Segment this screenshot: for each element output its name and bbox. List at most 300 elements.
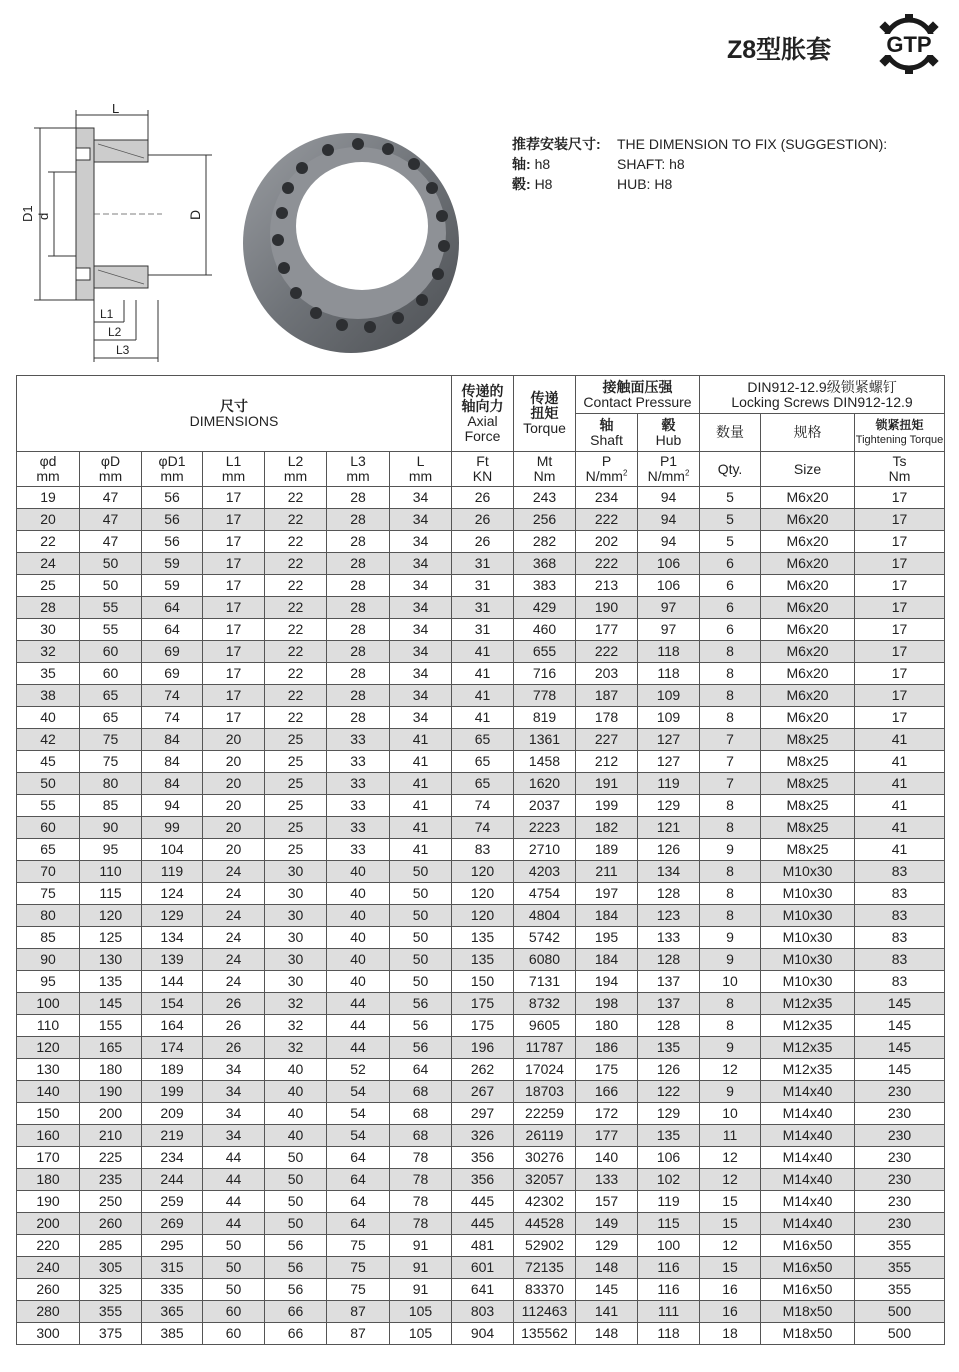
table-cell: 15 [700,1213,761,1235]
table-cell: M6x20 [761,663,855,685]
table-cell: 778 [514,685,576,707]
table-cell: 99 [142,817,203,839]
table-cell: 50 [265,1213,327,1235]
table-cell: 235 [80,1169,142,1191]
table-cell: 9605 [514,1015,576,1037]
table-cell: 65 [80,685,142,707]
table-cell: M14x40 [761,1147,855,1169]
table-cell: 34 [203,1125,265,1147]
table-cell: 78 [390,1147,452,1169]
spec-table [16,375,945,1345]
table-cell: 68 [390,1103,452,1125]
table-cell: 199 [142,1081,203,1103]
table-body [17,487,945,1345]
table-cell: 190 [80,1081,142,1103]
table-cell: 28 [327,619,390,641]
table-cell: 31 [452,619,514,641]
table-cell: 33 [327,729,390,751]
table-cell: M6x20 [761,619,855,641]
table-cell: 50 [203,1257,265,1279]
table-cell: 60 [17,817,80,839]
table-cell: 54 [327,1103,390,1125]
table-cell: 295 [142,1235,203,1257]
table-cell: 282 [514,531,576,553]
table-cell: 19 [17,487,80,509]
gtp-logo [872,14,946,74]
table-cell: 17 [855,575,945,597]
table-cell: 8 [700,883,761,905]
table-row [17,1169,945,1191]
table-cell: 365 [142,1301,203,1323]
table-cell: 75 [327,1257,390,1279]
table-cell: 6 [700,597,761,619]
table-cell: 106 [638,1147,700,1169]
table-cell: 32 [265,993,327,1015]
table-row [17,707,945,729]
table-cell: 110 [17,1015,80,1037]
torque-header [514,376,576,452]
table-cell: 100 [17,993,80,1015]
table-cell: 189 [576,839,638,861]
table-cell: 4754 [514,883,576,905]
table-cell: 199 [576,795,638,817]
table-cell: 44528 [514,1213,576,1235]
table-cell: 25 [265,839,327,861]
table-row [17,619,945,641]
table-cell: 135 [638,1037,700,1059]
table-cell: 28 [327,531,390,553]
contact-pressure-zh: 接触面压强 [602,378,673,395]
table-cell: 32 [265,1015,327,1037]
dimensions-header [17,376,452,452]
table-cell: 22 [265,597,327,619]
table-cell: M16x50 [761,1235,855,1257]
table-cell: 56 [265,1279,327,1301]
table-cell: 6 [700,619,761,641]
table-cell: 87 [327,1323,390,1345]
table-row [17,531,945,553]
table-cell: 305 [80,1257,142,1279]
table-cell: 8 [700,905,761,927]
table-cell: M6x20 [761,707,855,729]
table-cell: 8 [700,641,761,663]
table-cell: 34 [390,707,452,729]
table-cell: 40 [327,883,390,905]
table-cell: 41 [390,839,452,861]
table-cell: M10x30 [761,949,855,971]
qty-header-zh: 数量 [700,414,761,452]
table-cell: 18 [700,1323,761,1345]
table-cell: 25 [265,729,327,751]
table-cell: 94 [638,531,700,553]
table-row [17,1191,945,1213]
table-cell: 130 [17,1059,80,1081]
table-cell: 44 [327,993,390,1015]
table-cell: 30 [265,861,327,883]
unit-Mt: Mt Nm [514,452,576,487]
table-cell: 50 [265,1147,327,1169]
table-cell: 83 [855,971,945,993]
table-cell: 85 [17,927,80,949]
table-cell: 234 [142,1147,203,1169]
table-cell: 34 [203,1103,265,1125]
table-cell: 17 [855,707,945,729]
table-cell: 196 [452,1037,514,1059]
label-D1: D1 [20,205,35,222]
table-cell: 200 [80,1103,142,1125]
table-cell: 25 [265,817,327,839]
table-cell: 5 [700,509,761,531]
table-cell: 500 [855,1323,945,1345]
table-cell: 259 [142,1191,203,1213]
table-cell: 74 [452,817,514,839]
table-cell: M12x35 [761,1015,855,1037]
table-cell: 222 [576,641,638,663]
table-cell: 20 [203,839,265,861]
table-cell: 50 [390,883,452,905]
table-cell: 38 [17,685,80,707]
label-L: L [112,101,120,116]
dimensions-header-zh: 尺寸 [220,397,248,414]
torque-zh1: 传递 [530,390,559,406]
table-cell: 34 [390,663,452,685]
table-cell: 280 [17,1301,80,1323]
table-cell: 78 [390,1191,452,1213]
table-cell: 135 [452,927,514,949]
table-cell: 134 [142,927,203,949]
table-cell: 119 [638,1191,700,1213]
table-cell: 26 [203,993,265,1015]
technical-drawing [12,100,222,375]
table-cell: 50 [265,1191,327,1213]
table-cell: 94 [142,795,203,817]
table-cell: 30276 [514,1147,576,1169]
table-cell: M6x20 [761,531,855,553]
table-cell: 175 [452,1015,514,1037]
table-cell: 121 [638,817,700,839]
table-cell: 149 [576,1213,638,1235]
table-cell: 17 [203,531,265,553]
table-row [17,905,945,927]
install-shaft-zh: 轴: [512,156,531,172]
table-cell: 120 [452,883,514,905]
table-cell: 174 [142,1037,203,1059]
install-hub-row [512,174,673,194]
table-cell: 9 [700,949,761,971]
table-cell: 133 [576,1169,638,1191]
table-cell: 8 [700,707,761,729]
table-cell: 91 [390,1257,452,1279]
table-cell: 250 [80,1191,142,1213]
table-cell: 97 [638,597,700,619]
table-cell: 34 [390,619,452,641]
table-cell: 164 [142,1015,203,1037]
table-cell: 203 [576,663,638,685]
size-header-zh: 规格 [761,414,855,452]
unit-P: P $N/mm^2$ [576,452,638,487]
table-cell: 31 [452,553,514,575]
table-cell: 20 [203,751,265,773]
table-cell: 42302 [514,1191,576,1213]
table-cell: 227 [576,729,638,751]
table-cell: 22 [265,553,327,575]
table-cell: 83 [855,905,945,927]
table-cell: M14x40 [761,1125,855,1147]
table-cell: M10x30 [761,905,855,927]
table-cell: 17 [203,619,265,641]
table-cell: 123 [638,905,700,927]
table-cell: 22 [265,509,327,531]
table-cell: 129 [142,905,203,927]
table-cell: 91 [390,1235,452,1257]
table-cell: 126 [638,839,700,861]
table-row [17,839,945,861]
table-cell: 26 [203,1037,265,1059]
table-cell: 41 [855,817,945,839]
table-cell: 41 [452,663,514,685]
table-cell: 803 [452,1301,514,1323]
table-cell: M8x25 [761,751,855,773]
table-cell: 262 [452,1059,514,1081]
table-cell: 4804 [514,905,576,927]
table-cell: 116 [638,1279,700,1301]
table-cell: 222 [576,553,638,575]
table-cell: 97 [638,619,700,641]
table-cell: 166 [576,1081,638,1103]
table-cell: 285 [80,1235,142,1257]
table-cell: 209 [142,1103,203,1125]
table-cell: 40 [327,949,390,971]
table-cell: 15 [700,1191,761,1213]
table-cell: 213 [576,575,638,597]
table-cell: 177 [576,1125,638,1147]
table-cell: 144 [142,971,203,993]
table-cell: 68 [390,1125,452,1147]
table-cell: 20 [203,795,265,817]
table-cell: 78 [390,1169,452,1191]
table-cell: 16 [700,1301,761,1323]
table-row [17,487,945,509]
table-cell: 41 [452,707,514,729]
table-cell: 50 [390,905,452,927]
table-cell: 269 [142,1213,203,1235]
table-cell: 118 [638,663,700,685]
dimensions-header-en: DIMENSIONS [189,412,279,429]
contact-pressure-en: Contact Pressure [583,393,692,410]
table-cell: 84 [142,751,203,773]
table-cell: 145 [855,1059,945,1081]
table-cell: 22 [265,531,327,553]
table-row [17,663,945,685]
install-dimensions [512,134,888,194]
table-cell: 65 [452,729,514,751]
table-cell: 172 [576,1103,638,1125]
tightening-torque-en: Tightening Torque [855,433,944,446]
table-cell: 118 [638,641,700,663]
table-cell: 2710 [514,839,576,861]
table-cell: 64 [327,1213,390,1235]
axial-force-en1: Axial [467,412,498,429]
table-cell: 33 [327,751,390,773]
table-cell: 8 [700,663,761,685]
table-cell: 1458 [514,751,576,773]
table-cell: 26119 [514,1125,576,1147]
table-cell: 69 [142,641,203,663]
table-row [17,795,945,817]
table-cell: 34 [390,553,452,575]
table-cell: 120 [452,861,514,883]
table-cell: 106 [638,575,700,597]
table-cell: 32057 [514,1169,576,1191]
table-cell: 35 [17,663,80,685]
table-cell: 297 [452,1103,514,1125]
table-cell: 83 [855,949,945,971]
table-cell: 356 [452,1169,514,1191]
table-cell: M6x20 [761,575,855,597]
label-L2: L2 [108,325,122,339]
table-cell: 150 [452,971,514,993]
table-row [17,751,945,773]
table-cell: 22 [265,663,327,685]
table-cell: 50 [203,1235,265,1257]
table-cell: 56 [390,1015,452,1037]
table-cell: M6x20 [761,509,855,531]
table-cell: 40 [265,1125,327,1147]
table-cell: 127 [638,751,700,773]
table-cell: 145 [855,993,945,1015]
table-cell: 34 [203,1081,265,1103]
table-cell: 40 [327,861,390,883]
table-row [17,641,945,663]
table-cell: 83 [855,883,945,905]
table-cell: M12x35 [761,1037,855,1059]
table-cell: 230 [855,1147,945,1169]
install-heading-row [512,134,888,154]
table-cell: 17 [203,641,265,663]
table-cell: 141 [576,1301,638,1323]
table-cell: 20 [17,509,80,531]
table-cell: 8 [700,817,761,839]
unit-size: Size [761,452,855,487]
table-cell: 300 [17,1323,80,1345]
table-cell: 368 [514,553,576,575]
table-cell: M6x20 [761,641,855,663]
table-cell: 22 [17,531,80,553]
table-cell: M18x50 [761,1301,855,1323]
table-cell: 135 [452,949,514,971]
shaft-header-zh: 轴 [599,416,614,433]
table-cell: 56 [265,1235,327,1257]
table-cell: 8 [700,1015,761,1037]
table-cell: 94 [638,509,700,531]
table-row [17,575,945,597]
unit-D1: φD1 mm [142,452,203,487]
table-cell: 59 [142,553,203,575]
table-row [17,1301,945,1323]
table-cell: 90 [17,949,80,971]
table-cell: 118 [638,1323,700,1345]
hub-header-zh: 毂 [661,416,676,433]
table-cell: 182 [576,817,638,839]
table-cell: 28 [327,663,390,685]
table-cell: 41 [390,817,452,839]
table-cell: 17 [203,707,265,729]
table-row [17,1257,945,1279]
table-cell: 11787 [514,1037,576,1059]
table-cell: 41 [855,773,945,795]
table-cell: 68 [390,1081,452,1103]
table-cell: M8x25 [761,773,855,795]
table-row [17,1103,945,1125]
table-cell: 44 [203,1213,265,1235]
table-row [17,1125,945,1147]
table-cell: 8 [700,993,761,1015]
table-cell: 22 [265,641,327,663]
install-hub-en: HUB: H8 [617,176,673,192]
table-cell: 904 [452,1323,514,1345]
table-cell: 148 [576,1323,638,1345]
table-cell: 55 [80,597,142,619]
torque-zh2: 扭矩 [530,405,559,421]
table-cell: 47 [80,487,142,509]
install-hub-zh: 毂: [512,176,531,192]
table-row [17,773,945,795]
table-cell: 4203 [514,861,576,883]
table-row [17,1279,945,1301]
table-cell: 500 [855,1301,945,1323]
table-cell: M10x30 [761,861,855,883]
table-cell: 17 [203,509,265,531]
table-cell: 26 [452,487,514,509]
table-cell: 195 [576,927,638,949]
table-cell: 12 [700,1235,761,1257]
table-cell: 716 [514,663,576,685]
table-cell: 17 [203,685,265,707]
table-cell: 26 [452,531,514,553]
table-cell: 34 [390,641,452,663]
table-cell: 50 [390,861,452,883]
table-cell: M10x30 [761,883,855,905]
table-cell: 219 [142,1125,203,1147]
table-cell: 74 [452,795,514,817]
table-cell: 17 [855,531,945,553]
table-cell: 85 [80,795,142,817]
table-cell: 26 [203,1015,265,1037]
table-cell: 41 [855,751,945,773]
table-cell: 91 [390,1279,452,1301]
table-cell: 56 [390,993,452,1015]
table-cell: 24 [203,861,265,883]
table-cell: 83370 [514,1279,576,1301]
label-L3: L3 [116,343,130,357]
install-heading-zh: 推荐安装尺寸: [512,136,601,152]
product-photo [238,118,464,358]
table-cell: 17 [855,663,945,685]
table-cell: 191 [576,773,638,795]
table-cell: 50 [80,553,142,575]
table-cell: 119 [142,861,203,883]
table-cell: 230 [855,1169,945,1191]
table-cell: 128 [638,949,700,971]
unit-L3: L3 mm [327,452,390,487]
install-heading-en: THE DIMENSION TO FIX (SUGGESTION): [617,136,888,152]
table-cell: 40 [327,971,390,993]
table-cell: 355 [80,1301,142,1323]
table-cell: 17 [855,619,945,641]
table-cell: 244 [142,1169,203,1191]
table-cell: 66 [265,1301,327,1323]
table-cell: 17 [855,509,945,531]
